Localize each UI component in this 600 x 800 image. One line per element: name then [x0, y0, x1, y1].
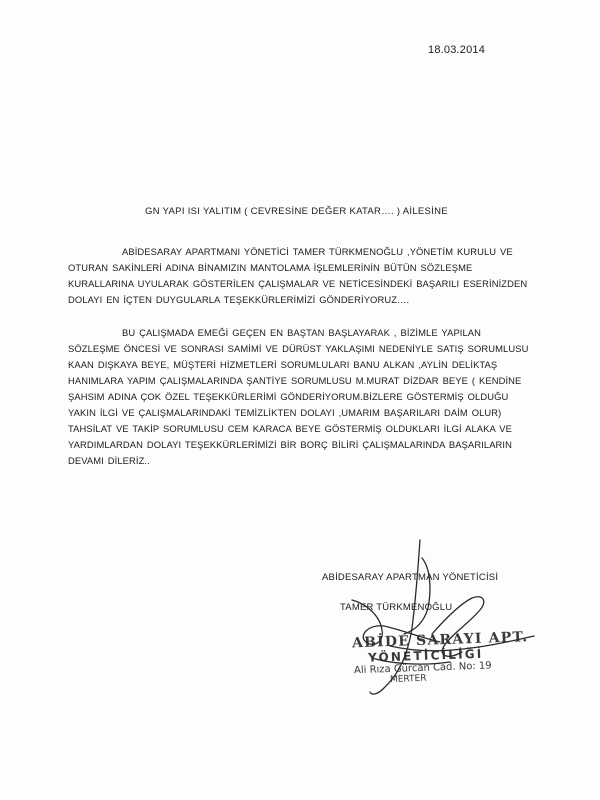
paragraph-2-line: BU ÇALIŞMADA EMEĞİ GEÇEN EN BAŞTAN BAŞLAYARAK , BİZİMLE YAPILAN [122, 327, 482, 338]
signature-stroke [390, 636, 534, 651]
paragraph-2-line: ŞAHSIM ADINA ÇOK ÖZEL TEŞEKKÜRLERİMİ GÖNDERİYORUM.BİZLERE GÖSTERMİŞ OLDUĞU [68, 391, 509, 402]
signature-stroke [352, 600, 440, 644]
paragraph-1-line: DOLAYI EN İÇTEN DUYGULARLA TEŞEKKÜRLERİMİZİ GÖNDERİYORUZ…. [68, 294, 410, 305]
paragraph-2-line: HANIMLARA YAPIM ÇALIŞMALARINDA ŞANTİYE SORUMLUSU M.MURAT DİZDAR BEYE ( KENDİNE [68, 375, 522, 386]
signature-block [322, 568, 562, 718]
paragraph-1-line: ABİDESARAY APARTMANI YÖNETİCİ TAMER TÜRKMENOĞLU ,YÖNETİM KURULU VE [122, 246, 513, 257]
signature-stroke [404, 558, 430, 634]
paragraph-2-line: TAHSİLAT VE TAKİP SORUMLUSU CEM KARACA BEYE GÖSTERMİŞ OLDUKLARI İLGİ ALAKA VE [68, 423, 512, 434]
letter-date: 18.03.2014 [428, 44, 486, 56]
paragraph-2-line: YAKIN İLGİ VE ÇALIŞMALARINDAKİ TEMİZLİKTEN DOLAYI ,UMARIM BAŞARILARI DAİM OLUR) [68, 407, 502, 418]
signature-title: ABİDESARAY APARTMAN YÖNETİCİSİ [322, 572, 499, 583]
signature-name: TAMER TÜRKMENOĞLU [340, 602, 453, 613]
stamp-line: YÖNETİCİLİĞİ [367, 646, 484, 665]
paragraph-2-line: SÖZLEŞME ÖNCESİ VE SONRASI SAMİMİ VE DÜRÜST YAKLAŞIMI NEDENİYLE SATIŞ SORUMLUSU [68, 343, 529, 354]
stamp-line: MERTER [389, 673, 427, 685]
letter-salutation: GN YAPI ISI YALITIM ( CEVRESİNE DEĞER KATAR…. ) AİLESİNE [145, 206, 448, 217]
paragraph-1-line: OTURAN SAKİNLERİ ADINA BİNAMIZIN MANTOLAMA İŞLEMLERİNİN BÜTÜN SÖZLEŞME [68, 262, 473, 273]
paragraph-1 [68, 244, 548, 308]
paragraph-2-line: YARDIMLARDAN DOLAYI TEŞEKKÜRLERİMİZİ BİR BORÇ BİLİRİ ÇALIŞMALARINDA BAŞARILARIN [68, 439, 513, 450]
paragraph-2-line: DEVAMI DİLERİZ.. [68, 455, 150, 466]
stamp-line: ABİDE SARAYI APT. [351, 629, 529, 652]
stamp-line: Ali Rıza Gürcan Cad. No: 19 [353, 660, 492, 677]
handwritten-signature [312, 538, 562, 713]
paragraph-2-line: KAAN DIŞKAYA BEYE, MÜŞTERİ HİZMETLERİ SORUMLULARI BANU ALKAN ,AYLİN DELİKTAŞ [68, 359, 498, 370]
signature-stroke [372, 658, 450, 664]
paragraph-2 [68, 325, 548, 469]
paragraph-1-line: KURALLARINA UYULARAK GÖSTERİLEN ÇALIŞMALAR VE NETİCESİNDEKİ BAŞARILI ESERİNİZDEN [68, 278, 528, 289]
